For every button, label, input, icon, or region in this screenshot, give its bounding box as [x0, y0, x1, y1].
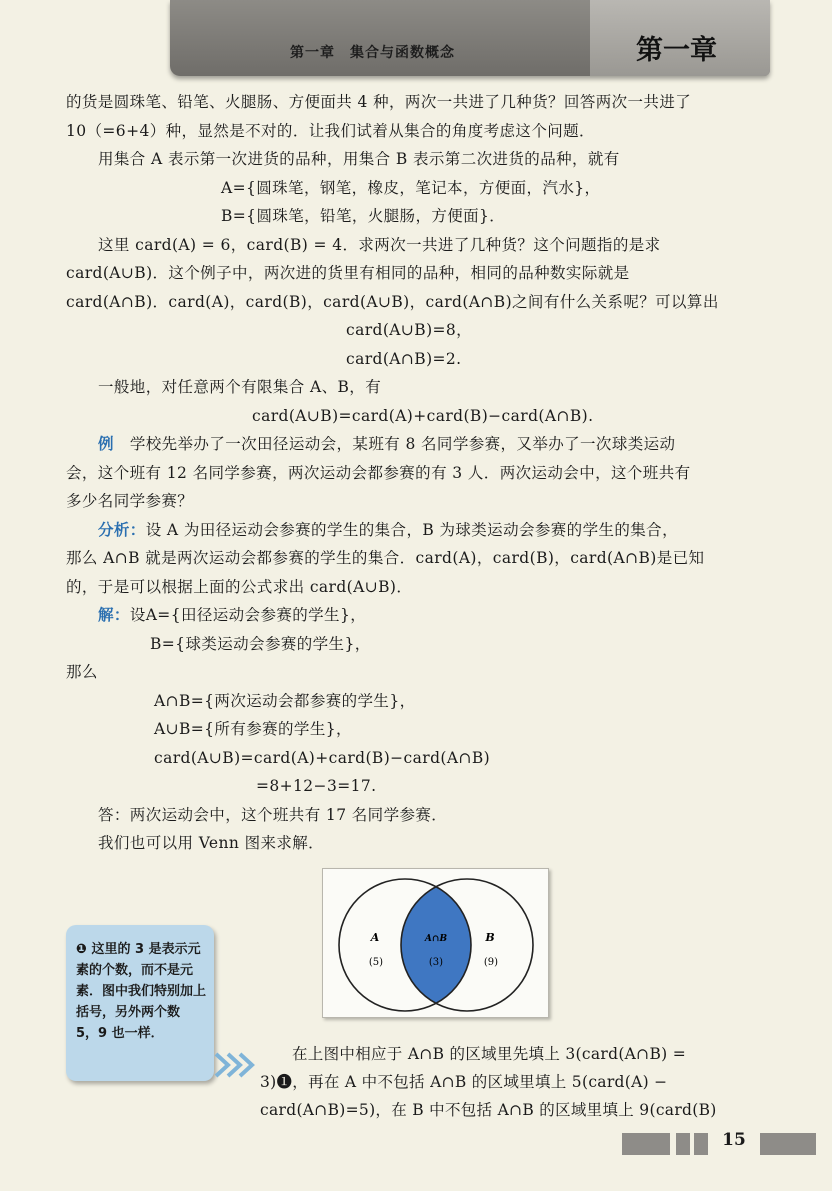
venn-svg	[323, 869, 548, 1017]
main-text	[66, 88, 766, 858]
venn-label-intersection: A∩B	[424, 934, 448, 944]
example-text: 学校先举办了一次田径运动会，某班有 8 名同学参赛，又举办了一次球类运动	[129, 435, 676, 453]
text-line: 我们也可以用 Venn 图来求解．	[98, 834, 325, 852]
text-line: 的货是圆珠笔、铅笔、火腿肠、方便面共 4 种，两次一共进了几种货？回答两次一共进了	[66, 93, 692, 111]
example-label: 例	[98, 434, 114, 453]
footer-bar	[694, 1133, 708, 1155]
chapter-title-small: 第一章 集合与函数概念	[290, 45, 455, 61]
formula-intersection: card(A∩B)=2.	[346, 349, 462, 368]
venn-diagram	[322, 868, 549, 1018]
text-line: 3)❶，再在 A 中不包括 A∩B 的区域里填上 5(card(A) −	[260, 1073, 668, 1091]
set-a-definition: A={圆珠笔，钢笔，橡皮，笔记本，方便面，汽水}，	[221, 178, 601, 197]
text-line: 在上图中相应于 A∩B 的区域里先填上 3(card(A∩B) =	[292, 1045, 686, 1063]
venn-label-b: B	[485, 931, 495, 944]
text-line: 那么 A∩B 就是两次运动会都参赛的学生的集合．card(A)，card(B)，card(A∩B)是已知	[66, 549, 705, 567]
text-line: 会，这个班有 12 名同学参赛，两次运动会都参赛的有 3 人．两次运动会中，这个班共有	[66, 463, 691, 482]
footer-bar	[622, 1133, 670, 1155]
solution-line	[66, 601, 766, 630]
page-number: 15	[722, 1130, 746, 1150]
text-line: 多少名同学参赛？	[66, 492, 194, 510]
solution-result: =8+12−3=17.	[256, 777, 377, 795]
text-line: card(A∪B)．这个例子中，两次进的货里有相同的品种，相同的品种数实际就是	[66, 264, 630, 282]
analysis-text: 设 A 为田径运动会参赛的学生的集合，B 为球类运动会参赛的学生的集合，	[145, 520, 678, 539]
text-line: 一般地，对任意两个有限集合 A、B，有	[98, 378, 382, 396]
chapter-title-big: 第一章	[636, 35, 717, 66]
solution-label: 解：	[98, 605, 130, 624]
text-line: 这里 card(A) = 6，card(B) = 4．求两次一共进了几种货？这个问题指的是求	[98, 235, 661, 254]
text-line: card(A∩B)=5)，在 B 中不包括 A∩B 的区域里填上 9(card(B)	[260, 1101, 717, 1119]
text-line: 10（=6+4）种，显然是不对的．让我们试着从集合的角度考虑这个问题．	[66, 121, 595, 140]
side-note-text: ❶ 这里的 3 是表示元素的个数，而不是元素．图中我们特别加上括号，另外两个数 5，9 也一样．	[76, 942, 207, 1041]
text-line: card(A∩B)．card(A)，card(B)，card(A∪B)，card(A∩B)之间有什么关系呢？可以算出	[66, 292, 719, 311]
text-line: 那么	[66, 663, 98, 681]
solution-text: 设A={田径运动会参赛的学生}，	[129, 606, 367, 624]
footer-bar	[676, 1133, 690, 1155]
venn-count-a: (5)	[368, 957, 384, 968]
text-line: 用集合 A 表示第一次进货的品种，用集合 B 表示第二次进货的品种，就有	[98, 150, 620, 168]
text-line: A∩B={两次运动会都参赛的学生}，	[154, 691, 416, 710]
text-line: B={球类运动会参赛的学生}，	[150, 634, 371, 653]
analysis-line	[66, 516, 766, 545]
side-note	[66, 925, 214, 1081]
inclusion-exclusion-formula: card(A∪B)=card(A)+card(B)−card(A∩B).	[252, 406, 594, 425]
analysis-label: 分析：	[98, 519, 146, 539]
set-b-definition: B={圆珠笔，铅笔，火腿肠，方便面}．	[221, 207, 506, 225]
solution-formula: card(A∪B)=card(A)+card(B)−card(A∩B)	[154, 748, 491, 767]
formula-union: card(A∪B)=8，	[346, 321, 473, 339]
example-line	[66, 430, 766, 459]
venn-count-intersection: (3)	[428, 957, 444, 968]
note-pointer-arrow-icon	[214, 1040, 260, 1090]
text-line: A∪B={所有参赛的学生}，	[154, 720, 352, 738]
venn-count-b: (9)	[483, 957, 499, 968]
continuation-text	[260, 1040, 770, 1124]
answer-line: 答：两次运动会中，这个班共有 17 名同学参赛．	[98, 805, 448, 824]
text-line: 的，于是可以根据上面的公式求出 card(A∪B)．	[66, 577, 413, 596]
footer-bar	[760, 1133, 816, 1155]
venn-label-a: A	[370, 931, 380, 944]
